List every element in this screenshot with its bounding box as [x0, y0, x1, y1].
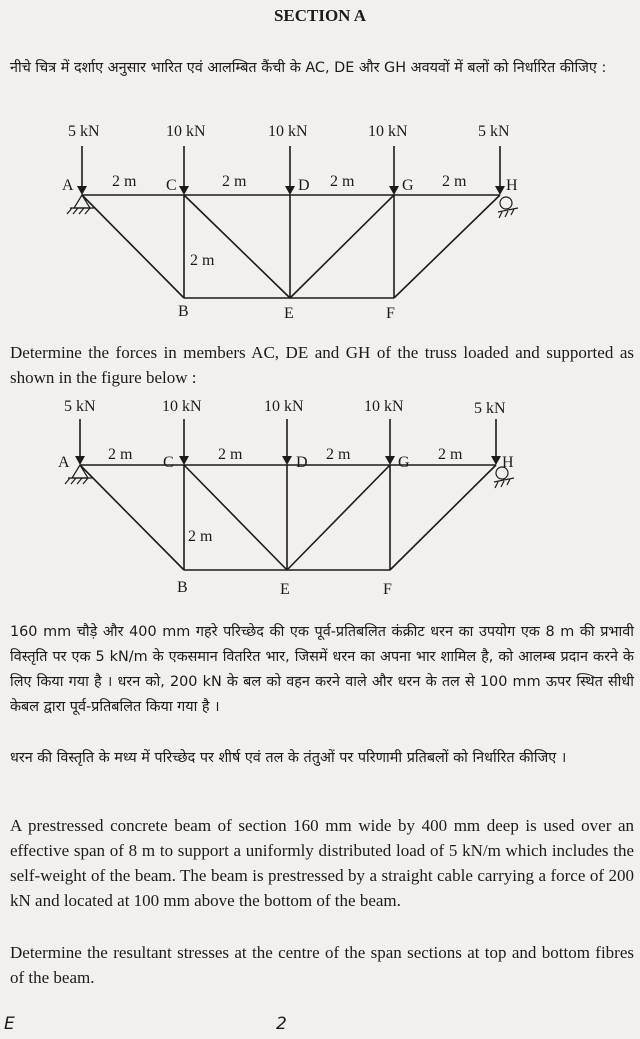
- question2-english: A prestressed concrete beam of section 160 mm wide by 400 mm deep is used over an effective span of 8 m to support a uniformly distributed load of 5 kN/m which includes the self-weight of the beam. The beam is prestressed by a straight cable carrying a force of 200 kN and located at 100 mm above the bottom of the beam.: [10, 816, 634, 910]
- node-label-h: H: [502, 454, 514, 471]
- node-label-b: B: [178, 303, 189, 320]
- question2-hindi: 160 mm चौड़े और 400 mm गहरे परिच्छेद की एक पूर्व-प्रतिबलित कंक्रीट धरन का उपयोग एक 8 m की प्रभावी विस्तृति पर एक 5 kN/m के एकसमान वितरित भार, जिसमें धरन का अपना भार शामिल है, को आलम्ब प्रदान करने के लिए किया गया है । धरन को, 200 kN के बल को वहन करने वाले और धरन के तल से 100 mm ऊपर स्थित सीधी केबल द्वारा पूर्व-प्रतिबलित किया गया है ।: [10, 624, 634, 715]
- load-label-h: 5 kN: [474, 400, 506, 417]
- truss-figure-1: [0, 118, 640, 323]
- node-label-a: A: [62, 177, 74, 194]
- span-label-2: 2 m: [222, 173, 247, 190]
- span-label-4: 2 m: [438, 446, 463, 463]
- load-label-d: 10 kN: [268, 123, 308, 140]
- load-label-a: 5 kN: [64, 398, 96, 415]
- node-label-c: C: [166, 177, 177, 194]
- node-label-e: E: [280, 581, 290, 598]
- question1-english: Determine the forces in members AC, DE and GH of the truss loaded and supported as shown in the figure below :: [10, 343, 634, 387]
- load-label-d: 10 kN: [264, 398, 304, 415]
- node-label-b: B: [177, 579, 188, 596]
- question2-english-2: Determine the resultant stresses at the centre of the span sections at top and bottom fibres of the beam.: [10, 943, 634, 987]
- height-label: 2 m: [190, 252, 215, 269]
- page-number: 2: [276, 1014, 287, 1034]
- span-label-2: 2 m: [218, 446, 243, 463]
- node-label-a: A: [58, 454, 70, 471]
- question1-hindi: नीचे चित्र में दर्शाए अनुसार भारित एवं आलम्बित कैंची के AC, DE और GH अवयवों में बलों को निर्धारित कीजिए :: [10, 60, 607, 76]
- span-label-1: 2 m: [108, 446, 133, 463]
- load-label-g: 10 kN: [364, 398, 404, 415]
- span-label-1: 2 m: [112, 173, 137, 190]
- load-label-a: 5 kN: [68, 123, 100, 140]
- load-label-c: 10 kN: [162, 398, 202, 415]
- node-label-h: H: [506, 177, 518, 194]
- span-label-3: 2 m: [330, 173, 355, 190]
- load-label-h: 5 kN: [478, 123, 510, 140]
- node-label-c: C: [163, 454, 174, 471]
- node-label-d: D: [298, 177, 310, 194]
- span-label-4: 2 m: [442, 173, 467, 190]
- node-label-d: D: [296, 454, 308, 471]
- node-label-f: F: [383, 581, 392, 598]
- footer-code: E: [4, 1014, 15, 1034]
- span-label-3: 2 m: [326, 446, 351, 463]
- node-label-e: E: [284, 305, 294, 322]
- load-label-c: 10 kN: [166, 123, 206, 140]
- height-label: 2 m: [188, 528, 213, 545]
- section-title: SECTION A: [273, 6, 367, 25]
- load-label-g: 10 kN: [368, 123, 408, 140]
- node-label-g: G: [402, 177, 414, 194]
- question2-hindi-2: धरन की विस्तृति के मध्य में परिच्छेद पर शीर्ष एवं तल के तंतुओं पर परिणामी प्रतिबलों को निर्धारित कीजिए ।: [10, 750, 567, 766]
- node-label-f: F: [386, 305, 395, 322]
- truss-figure-2: [0, 395, 640, 600]
- node-label-g: G: [398, 454, 410, 471]
